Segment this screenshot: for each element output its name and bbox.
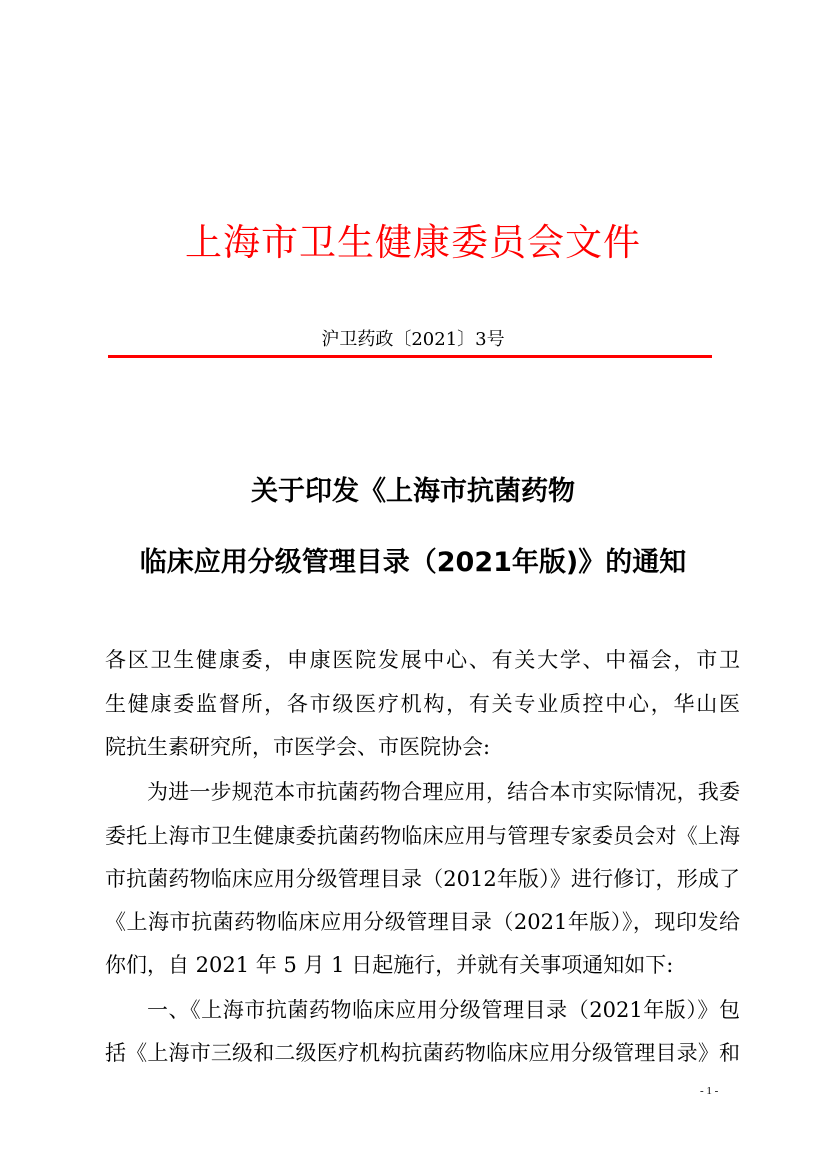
body-line: 《上海市抗菌药物临床应用分级管理目录（2021年版）》，现印发给 bbox=[105, 910, 740, 934]
page-number: - 1 - bbox=[700, 1085, 719, 1097]
body-line: 你们，自 2021 年 5 月 1 日起施行，并就有关事项通知如下: bbox=[105, 953, 674, 977]
body-line: 括《上海市三级和二级医疗机构抗菌药物临床应用分级管理目录》和 bbox=[105, 1041, 740, 1065]
notice-title-line-2: 临床应用分级管理目录（2021年版)》的通知 bbox=[139, 547, 687, 578]
body-line: 为进一步规范本市抗菌药物合理应用，结合本市实际情况，我委 bbox=[147, 780, 740, 804]
addressee-line: 各区卫生健康委，申康医院发展中心、有关大学、中福会，市卫 bbox=[105, 648, 740, 672]
notice-title-line-1: 关于印发《上海市抗菌药物 bbox=[251, 476, 575, 507]
addressee-line: 生健康委监督所，各市级医疗机构，有关专业质控中心，华山医 bbox=[105, 692, 740, 716]
body-line: 委托上海市卫生健康委抗菌药物临床应用与管理专家委员会对《上海 bbox=[105, 824, 740, 848]
addressee-line: 院抗生素研究所，市医学会、市医院协会: bbox=[105, 735, 491, 759]
issuing-org-title: 上海市卫生健康委员会文件 bbox=[185, 221, 641, 264]
body-line: 一、《上海市抗菌药物临床应用分级管理目录（2021年版）》包 bbox=[147, 998, 740, 1022]
body-line: 市抗菌药物临床应用分级管理目录（2012年版）》进行修订，形成了 bbox=[105, 867, 740, 891]
red-divider-line bbox=[108, 355, 712, 358]
document-number: 沪卫药政〔2021〕3号 bbox=[321, 329, 505, 350]
